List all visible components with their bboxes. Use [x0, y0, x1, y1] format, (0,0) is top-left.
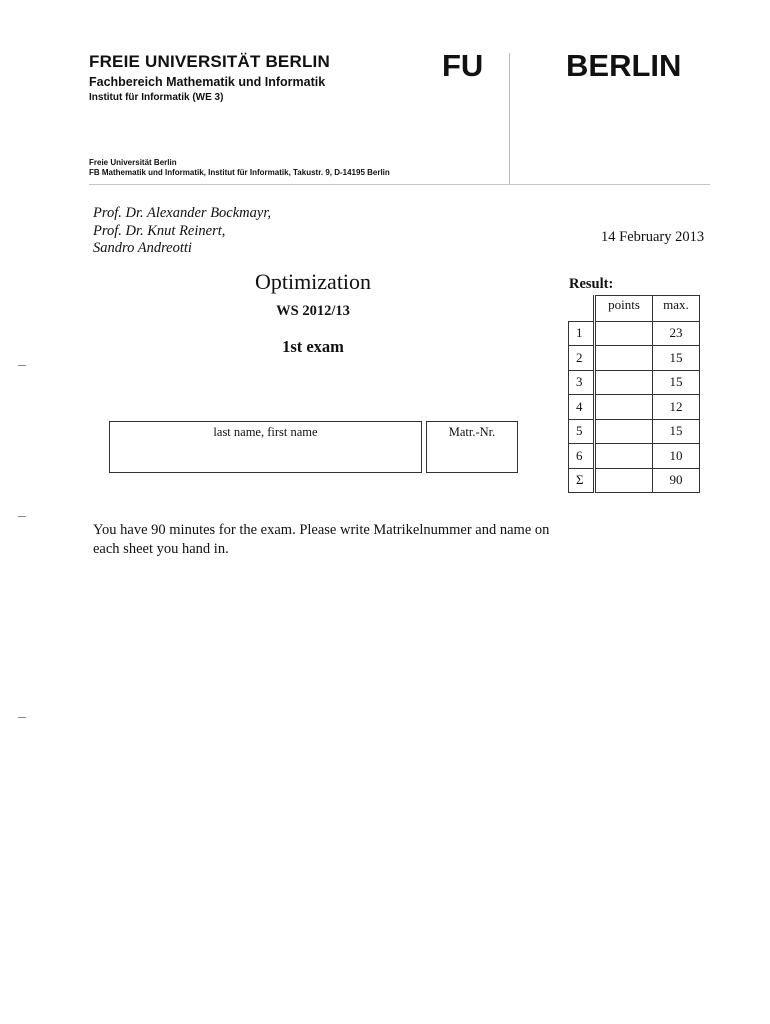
- max-points: 10: [653, 444, 700, 469]
- margin-tick: [18, 365, 26, 366]
- address-line-2: FB Mathematik und Informatik, Institut für Informatik, Takustr. 9, D-14195 Berlin: [89, 168, 390, 177]
- table-row: [569, 444, 700, 469]
- author-line: Prof. Dr. Knut Reinert,: [93, 223, 226, 239]
- max-points: 15: [653, 419, 700, 444]
- table-row: [569, 419, 700, 444]
- table-row-total: [569, 468, 700, 493]
- semester: WS 2012/13: [276, 303, 350, 319]
- header-cell: [569, 296, 595, 322]
- max-points: 15: [653, 370, 700, 395]
- logo-berlin: BERLIN: [566, 48, 682, 83]
- author-line: Prof. Dr. Alexander Bockmayr,: [93, 205, 271, 221]
- table-header-row: [569, 296, 700, 322]
- table-row: [569, 321, 700, 346]
- header-divider: [89, 184, 710, 185]
- points-cell[interactable]: [595, 321, 653, 346]
- points-cell[interactable]: [595, 370, 653, 395]
- exam-date: 14 February 2013: [601, 229, 705, 245]
- logo-fu: FU: [442, 48, 484, 83]
- course-title: Optimization: [254, 269, 372, 294]
- task-number: 3: [569, 370, 595, 395]
- max-points: 23: [653, 321, 700, 346]
- table-row: [569, 370, 700, 395]
- matriculation-field-label: Matr.-Nr.: [448, 425, 496, 439]
- table-row: [569, 346, 700, 371]
- task-number: 1: [569, 321, 595, 346]
- task-number: 6: [569, 444, 595, 469]
- task-number: 2: [569, 346, 595, 371]
- header-cell-max: max.: [653, 296, 700, 322]
- points-cell[interactable]: [595, 444, 653, 469]
- points-total-cell[interactable]: [595, 468, 653, 493]
- department-name: Fachbereich Mathematik und Informatik: [89, 75, 326, 89]
- max-points: 12: [653, 395, 700, 420]
- exam-instructions: You have 90 minutes for the exam. Please write Matrikelnummer and name on each sheet you hand in.: [93, 522, 550, 557]
- points-cell[interactable]: [595, 419, 653, 444]
- task-number: 4: [569, 395, 595, 420]
- name-field-label: last name, first name: [213, 425, 318, 439]
- max-points: 15: [653, 346, 700, 371]
- university-name: FREIE UNIVERSITÄT BERLIN: [89, 52, 330, 71]
- sum-symbol: Σ: [569, 468, 595, 493]
- exam-name: 1st exam: [282, 337, 344, 356]
- matriculation-field[interactable]: [426, 421, 518, 473]
- margin-tick: [18, 516, 26, 517]
- points-cell[interactable]: [595, 346, 653, 371]
- name-field[interactable]: [109, 421, 422, 473]
- author-line: Sandro Andreotti: [93, 240, 192, 256]
- margin-tick: [18, 717, 26, 718]
- logo-divider: [509, 53, 510, 184]
- table-row: [569, 395, 700, 420]
- result-table: [568, 295, 700, 493]
- address-line-1: Freie Universität Berlin: [89, 158, 177, 167]
- institute-name: Institut für Informatik (WE 3): [89, 92, 224, 103]
- header-cell-points: points: [595, 296, 653, 322]
- result-label: Result:: [569, 276, 614, 292]
- task-number: 5: [569, 419, 595, 444]
- points-cell[interactable]: [595, 395, 653, 420]
- max-points-total: 90: [653, 468, 700, 493]
